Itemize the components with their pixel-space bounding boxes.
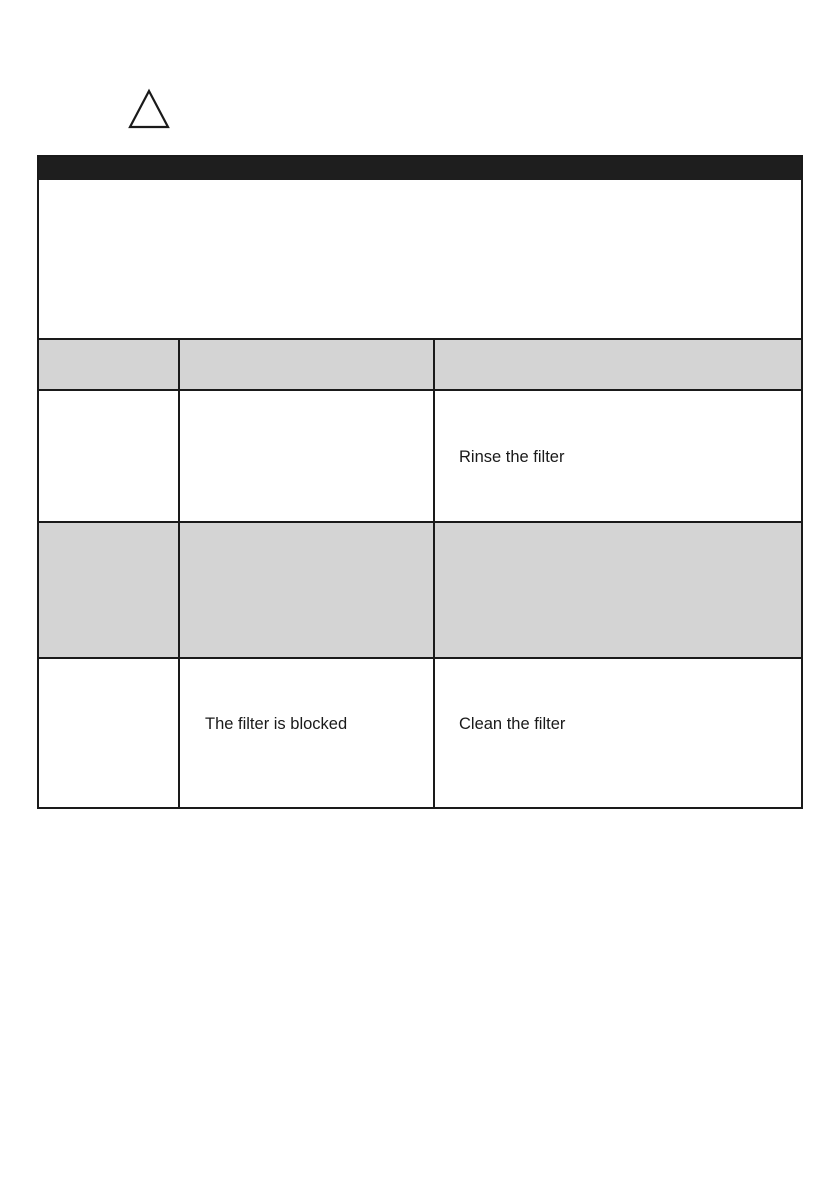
troubleshooting-table: [39, 338, 801, 807]
remedy-cell: Clean the filter: [459, 715, 566, 733]
remedy-cell: Rinse the filter: [459, 448, 565, 466]
panel-header-bar: [39, 157, 801, 180]
warning-triangle-icon: [127, 88, 171, 130]
cause-cell: The filter is blocked: [205, 715, 348, 733]
table-row: [39, 657, 801, 807]
table-row: [39, 521, 801, 657]
troubleshooting-panel: [37, 155, 803, 809]
column-divider: [178, 338, 180, 807]
intro-text-area: [39, 180, 801, 338]
table-header-row: [39, 338, 801, 389]
column-divider: [433, 338, 435, 807]
table-row: [39, 389, 801, 521]
